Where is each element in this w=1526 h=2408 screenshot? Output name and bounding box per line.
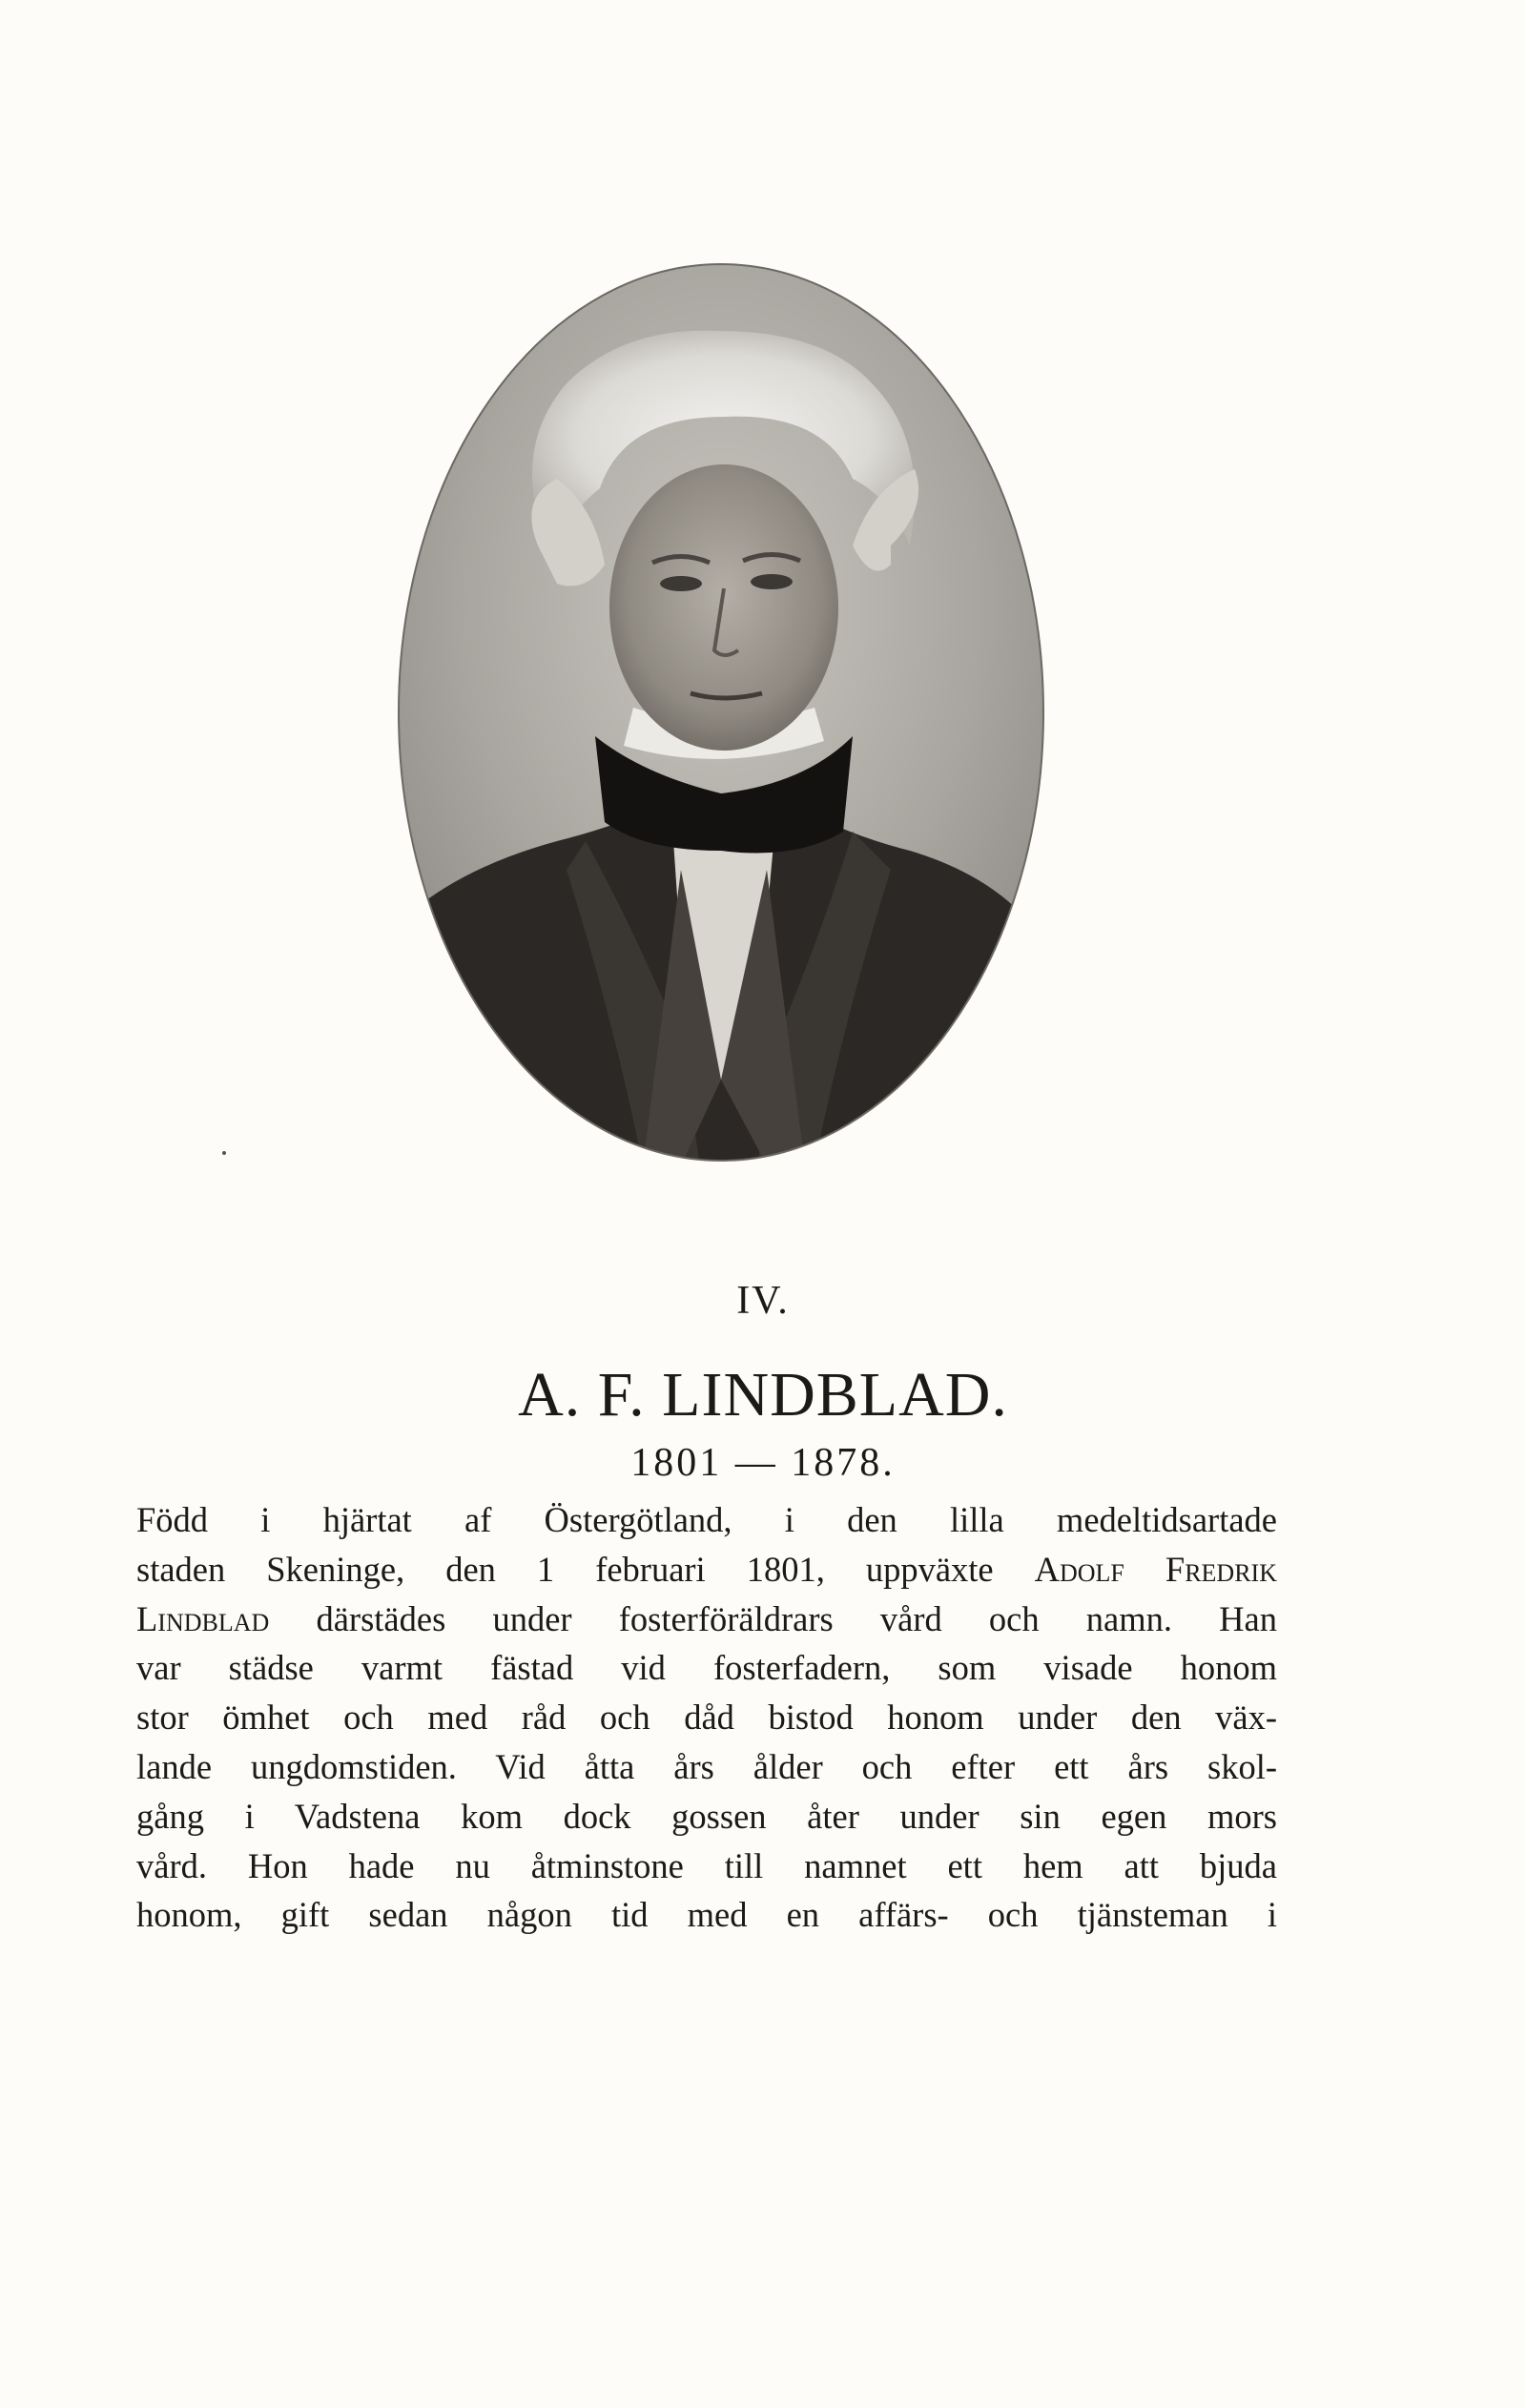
text-line: var städse varmt fästad vid fosterfadern, som visade honom — [136, 1648, 1277, 1688]
text-line: staden Skeninge, den 1 februari 1801, uppväxte Adolf Fredrik — [136, 1549, 1277, 1589]
text-line: Lindblad därstädes under fosterföräldrars vård och namn. Han — [136, 1598, 1277, 1638]
body-paragraph — [136, 1495, 1277, 1940]
text-line: honom, gift sedan någon tid med en affärs- och tjänsteman i — [136, 1895, 1277, 1935]
dust-speck — [222, 1151, 226, 1155]
text-line: gång i Vadstena kom dock gossen åter under sin egen mors — [136, 1796, 1277, 1836]
text-line: Född i hjärtat af Östergötland, i den lilla medeltidsartade — [136, 1500, 1277, 1539]
text-line: vård. Hon hade nu åtminstone till namnet ett hem att bjuda — [136, 1845, 1277, 1885]
text-line: lande ungdomstiden. Vid åtta års ålder och efter ett års skol- — [136, 1746, 1277, 1786]
life-years: 1801 — 1878. — [630, 1441, 896, 1485]
name-small-caps: Lindblad — [136, 1598, 270, 1638]
chapter-title: A. F. LINDBLAD. — [518, 1360, 1008, 1430]
name-small-caps: Adolf Fredrik — [1034, 1549, 1277, 1589]
chapter-number: IV. — [736, 1279, 790, 1323]
text-line: stor ömhet och med råd och dåd bistod honom under den väx- — [136, 1698, 1277, 1738]
portrait-photo — [395, 259, 1047, 1165]
